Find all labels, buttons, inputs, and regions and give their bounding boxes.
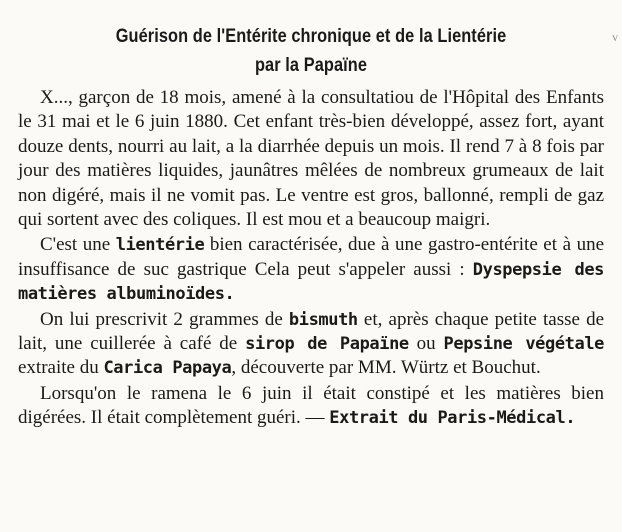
- bold-term: Pepsine végétale: [443, 334, 605, 355]
- edge-mark: V: [612, 34, 618, 43]
- paragraph-text: et, après chaque petite tasse de lait, une cuillerée à café de: [18, 308, 605, 355]
- paragraph-case-description: [18, 86, 604, 232]
- bold-term: Dyspepsie des matières albuminoïdes.: [18, 259, 604, 305]
- title-line-1: Guérison de l'Entérite chronique et de la Lientérie: [115, 26, 507, 47]
- paragraph-text: On lui prescrivit 2 grammes de: [40, 308, 289, 330]
- paragraph-text: bien caractérisée, due à une gastro-entérite et à une insuffisance de suc gastrique Cela peut s'appeler aussi :: [18, 234, 605, 280]
- source-credit: Extrait du Paris-Médical.: [329, 408, 576, 429]
- bold-term: Carica Papaya: [103, 358, 232, 379]
- paragraph-text: Lorsqu'on le ramena le 6 juin il était constipé et les matières bien digérées. Il était complètement guéri. —: [18, 382, 604, 429]
- paragraph-prescription: [18, 308, 604, 381]
- paragraph-text: extraite du: [18, 357, 104, 379]
- bold-term: lientérie: [115, 235, 205, 256]
- bold-term: bismuth: [288, 309, 358, 330]
- bold-term: sirop de Papaïne: [245, 334, 409, 355]
- article-body: [18, 86, 604, 431]
- paragraph-text: X..., garçon de 18 mois, amené à la consultatiou de l'Hôpital des Enfants le 31 mai et le 6 juin 1880. Cet enfant très-bien développé, assez fort, ayant douze dents, nourri au lait, a la diarrhée depuis un mois. Il rend 7 à 8 fois par jour des matières liquides, jaunâtres mêlées de nombreux grumeaux de lait non digéré, mais il ne vomit pas. Le ventre est gros, ballonné, rempli de gaz qui sortent avec des coliques. Il est mou et a beaucoup maigri.: [18, 87, 604, 231]
- paragraph-text: C'est une: [40, 234, 116, 256]
- paragraph-text: ou: [408, 333, 444, 355]
- paragraph-diagnosis: [18, 233, 604, 306]
- paragraph-text: , découverte par MM. Würtz et Bouchut.: [231, 357, 541, 379]
- paragraph-outcome: [18, 382, 604, 431]
- title-line-2: par la Papaïne: [254, 55, 367, 76]
- article-title: [59, 22, 563, 80]
